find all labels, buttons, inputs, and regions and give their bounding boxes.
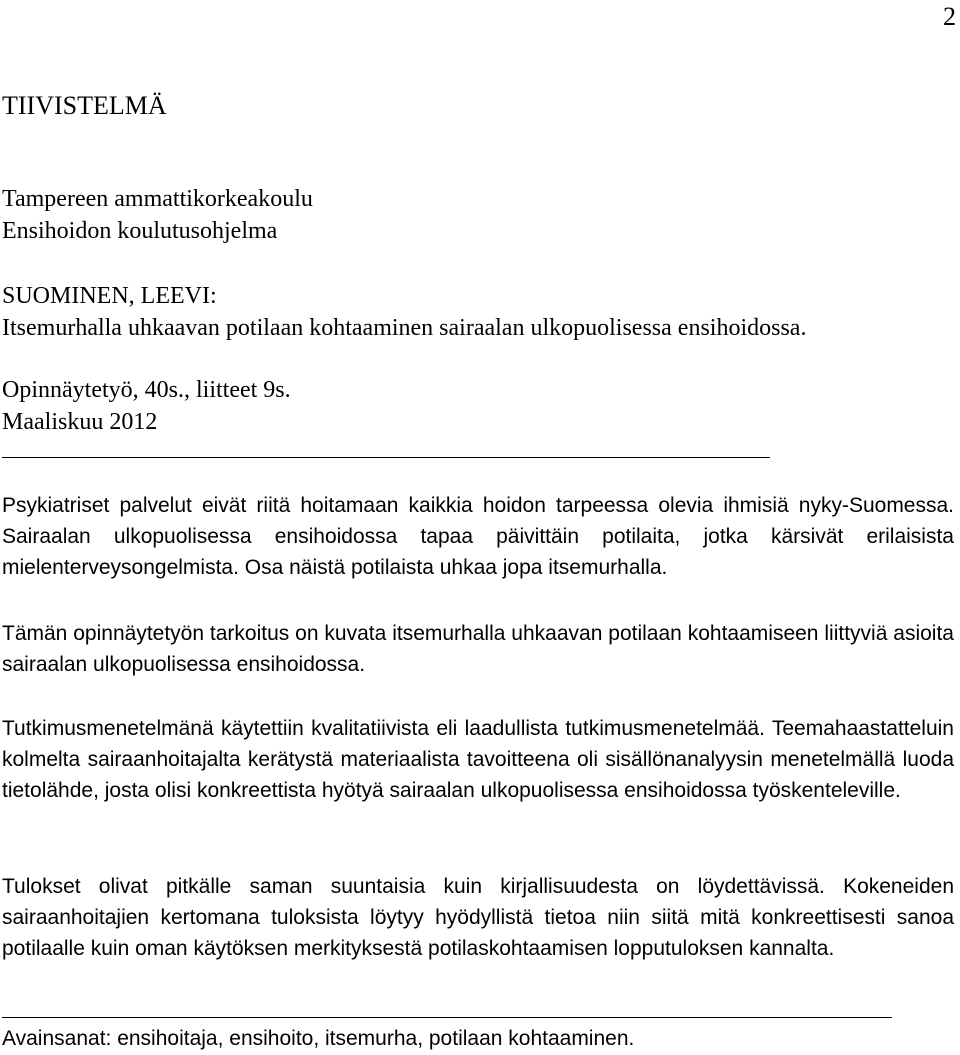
abstract-paragraph-3: Tutkimusmenetelmänä käytettiin kvalitatiivista eli laadullista tutkimusmenetelmää. Teemahaastatteluin kolmelta sairaanhoitajalta kerätystä materiaalista tavoitteena oli sisällönanalyysin menetelmällä luoda tietolähde, josta olisi konkreettista hyötyä sairaalan ulkopuolisessa ensihoidossa työskenteleville. bbox=[2, 717, 954, 802]
page-title: TIIVISTELMÄ bbox=[2, 91, 167, 120]
keywords-line: Avainsanat: ensihoitaja, ensihoito, itsemurha, potilaan kohtaaminen. bbox=[2, 1027, 635, 1050]
thesis-info-block bbox=[2, 374, 291, 438]
page-number: 2 bbox=[943, 2, 956, 31]
abstract-paragraph-1: Psykiatriset palvelut eivät riitä hoitamaan kaikkia hoidon tarpeessa olevia ihmisiä nyky-Suomessa. Sairaalan ulkopuolisessa ensihoidossa tapaa päivittäin potilaita, jotka kärsivät erilaisista mielenterveysongelmista. Osa näistä potilaista uhkaa jopa itsemurhalla. bbox=[2, 494, 954, 579]
divider-top bbox=[2, 457, 770, 458]
abstract-paragraph-2: Tämän opinnäytetyön tarkoitus on kuvata itsemurhalla uhkaavan potilaan kohtaamiseen liittyviä asioita sairaalan ulkopuolisessa ensihoidossa. bbox=[2, 622, 954, 676]
programme-name: Ensihoidon koulutusohjelma bbox=[2, 218, 278, 244]
institution-name: Tampereen ammattikorkeakoulu bbox=[2, 186, 313, 212]
abstract-paragraph-4: Tulokset olivat pitkälle saman suuntaisia kuin kirjallisuudesta on löydettävissä. Kokeneiden sairaanhoitajien kertomana tuloksista löytyy hyödyllistä tietoa niin siitä mitä konkreettisesti sanoa potilaalle kuin oman käytöksen merkityksestä potilaskohtaamisen lopputuloksen kannalta. bbox=[2, 875, 954, 960]
author-block bbox=[2, 280, 806, 344]
thesis-title: Itsemurhalla uhkaavan potilaan kohtaaminen sairaalan ulkopuolisessa ensihoidossa. bbox=[2, 315, 807, 341]
thesis-date: Maaliskuu 2012 bbox=[2, 409, 158, 435]
divider-bottom bbox=[2, 1017, 892, 1018]
thesis-info: Opinnäytetyö, 40s., liitteet 9s. bbox=[2, 377, 291, 403]
author-name: SUOMINEN, LEEVI: bbox=[2, 283, 217, 309]
institution-block bbox=[2, 183, 313, 247]
